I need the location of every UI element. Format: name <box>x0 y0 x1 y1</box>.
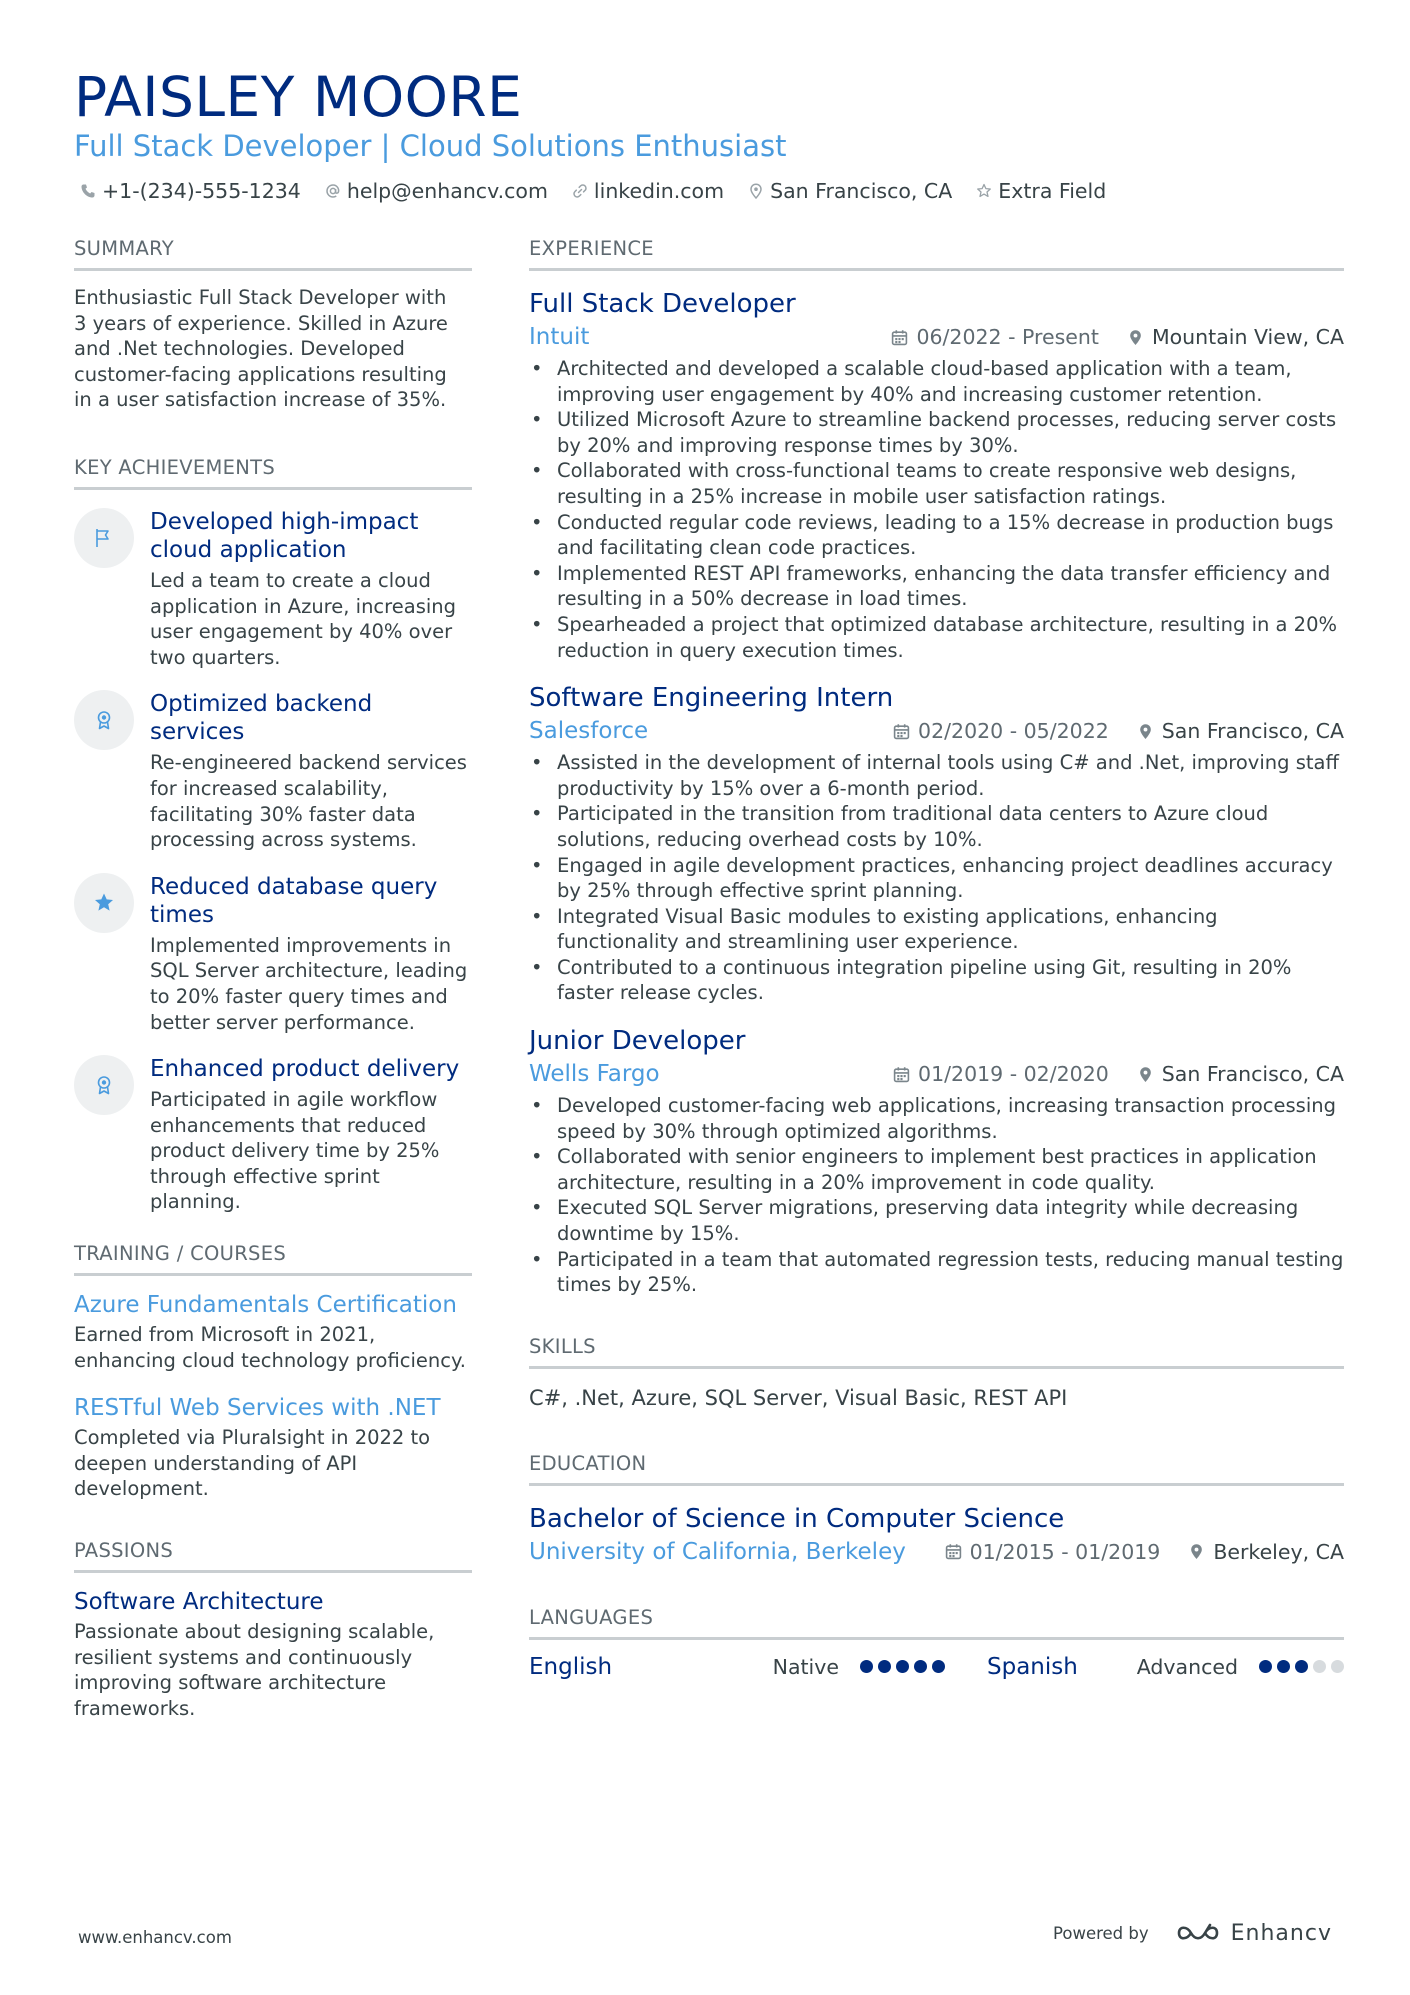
languages-section <box>529 1605 1344 1680</box>
language-rating <box>855 1660 945 1673</box>
star-icon <box>93 892 115 914</box>
rating-dot-filled <box>860 1660 873 1673</box>
achievement-icon-badge <box>74 1055 134 1115</box>
achievements-section <box>74 455 472 1215</box>
achievement-text: Re-engineered backend services for increased scalability, facilitating 30% faster data processing across systems. <box>150 751 467 852</box>
achievement-item <box>74 690 472 852</box>
list-item: • Engaged in agile development practices, enhancing project deadlines accuracy by 25% through effective sprint planning. <box>529 853 1344 904</box>
list-item: • Architected and developed a scalable cloud-based application with a team, improving user engagement by 40% and increasing customer retention. <box>529 356 1344 407</box>
job-location: Mountain View, CA <box>1127 325 1344 349</box>
experience-section <box>529 236 1344 1298</box>
education-dates: 01/2015 - 01/2019 <box>945 1540 1161 1564</box>
location-pin-icon <box>1137 1066 1154 1083</box>
course-title: Azure Fundamentals Certification <box>74 1292 457 1319</box>
location-pin-icon <box>1188 1543 1205 1560</box>
rating-dot-filled <box>914 1660 927 1673</box>
section-title-achievements: KEY ACHIEVEMENTS <box>74 455 472 490</box>
footer-branding <box>1053 1920 1332 1946</box>
rating-dot-filled <box>932 1660 945 1673</box>
language-name: Spanish <box>987 1653 1078 1680</box>
language-item <box>945 1654 1344 1680</box>
section-title-passions: PASSIONS <box>74 1538 472 1573</box>
course-text: Completed via Pluralsight in 2022 to deepen understanding of API development. <box>74 1426 431 1501</box>
candidate-title: Full Stack Developer | Cloud Solutions Enthusiast <box>74 129 787 163</box>
right-column <box>529 236 1344 1680</box>
job-entry <box>529 681 1344 1006</box>
star-outline-icon <box>976 183 992 199</box>
list-item: • Collaborated with cross-functional teams to create responsive web designs, resulting in a 25% increase in mobile user satisfaction ratings. <box>529 458 1344 509</box>
list-item: • Developed customer-facing web applications, increasing transaction processing speed by 30% through optimized algorithms. <box>529 1093 1344 1144</box>
list-item: • Utilized Microsoft Azure to streamline backend processes, reducing server costs by 20% and improving response times by 30%. <box>529 407 1344 458</box>
calendar-icon <box>893 723 910 740</box>
award-icon <box>93 1074 115 1096</box>
achievement-item <box>74 873 472 1035</box>
passion-title: Software Architecture <box>74 1589 324 1616</box>
job-bullets <box>529 750 1344 1006</box>
course-item <box>74 1393 472 1502</box>
job-dates: 02/2020 - 05/2022 <box>893 719 1109 743</box>
language-level: Advanced <box>1136 1654 1238 1679</box>
course-item <box>74 1290 472 1373</box>
list-item: • Participated in a team that automated regression tests, reducing manual testing times by 25%. <box>529 1247 1344 1298</box>
achievement-title: Optimized backend services <box>150 691 373 746</box>
link-icon <box>572 183 588 199</box>
passion-item <box>74 1587 472 1721</box>
company-name: Intuit <box>529 324 590 350</box>
award-icon <box>93 709 115 731</box>
summary-section <box>74 236 472 413</box>
contact-linkedin[interactable]: linkedin.com <box>572 177 724 205</box>
company-name: Wells Fargo <box>529 1061 660 1088</box>
achievement-icon-badge <box>74 690 134 750</box>
list-item: • Assisted in the development of internal tools using C# and .Net, improving staff productivity by 15% over a 6-month period. <box>529 750 1344 801</box>
job-entry <box>529 1024 1344 1298</box>
summary-text: Enthusiastic Full Stack Developer with 3 years of experience. Skilled in Azure and .Net technologies. Developed customer-facing applications resulting in a user satisfaction increase of 35%. <box>74 286 448 412</box>
brand-logo[interactable]: Enhancv <box>1175 1920 1332 1946</box>
job-location: San Francisco, CA <box>1137 719 1344 743</box>
footer-website[interactable]: www.enhancv.com <box>78 1928 232 1947</box>
achievement-text: Implemented improvements in SQL Server architecture, leading to 20% faster query times and better server performance. <box>150 933 468 1034</box>
rating-dot-filled <box>896 1660 909 1673</box>
section-title-skills: SKILLS <box>529 1334 1344 1369</box>
section-title-experience: EXPERIENCE <box>529 236 1344 271</box>
calendar-icon <box>893 1066 910 1083</box>
contact-extra: Extra Field <box>976 177 1106 205</box>
list-item: • Implemented REST API frameworks, enhancing the data transfer efficiency and resulting in a 50% decrease in load times. <box>529 561 1344 612</box>
section-title-training: TRAINING / COURSES <box>74 1241 472 1276</box>
language-item <box>529 1654 945 1680</box>
flag-icon <box>93 527 115 549</box>
list-item: • Participated in the transition from traditional data centers to Azure cloud solutions, reducing overhead costs by 10%. <box>529 801 1344 852</box>
location-pin-icon <box>1137 723 1154 740</box>
language-level: Native <box>772 1654 839 1679</box>
degree-title: Bachelor of Science in Computer Science <box>529 1503 1065 1534</box>
course-title: RESTful Web Services with .NET <box>74 1395 441 1422</box>
section-title-education: EDUCATION <box>529 1451 1344 1486</box>
achievement-text: Participated in agile workflow enhancements that reduced product delivery time by 25% through effective sprint planning. <box>150 1088 440 1214</box>
achievement-icon-badge <box>74 508 134 568</box>
job-title: Full Stack Developer <box>529 289 796 319</box>
passion-text: Passionate about designing scalable, resilient systems and continuously improving software architecture frameworks. <box>74 1620 435 1720</box>
list-item: • Collaborated with senior engineers to implement best practices in application architecture, resulting in a 20% improvement in code quality. <box>529 1144 1344 1195</box>
skills-section <box>529 1334 1344 1413</box>
rating-dot-filled <box>1277 1660 1290 1673</box>
achievement-item <box>74 508 472 670</box>
rating-dot-filled <box>1295 1660 1308 1673</box>
language-rating <box>1254 1660 1344 1673</box>
powered-by-label: Powered by <box>1053 1923 1149 1943</box>
list-item: • Conducted regular code reviews, leading to a 15% decrease in production bugs and facilitating clean code practices. <box>529 510 1344 561</box>
achievement-icon-badge <box>74 873 134 933</box>
contact-email[interactable]: help@enhancv.com <box>325 177 548 205</box>
candidate-name: PAISLEY MOORE <box>74 65 523 129</box>
rating-dot-filled <box>1259 1660 1272 1673</box>
enhancv-logo-icon <box>1175 1920 1221 1946</box>
rating-dot-empty <box>1313 1660 1326 1673</box>
achievement-text: Led a team to create a cloud application in Azure, increasing user engagement by 40% over two quarters. <box>150 568 457 669</box>
job-location: San Francisco, CA <box>1137 1062 1344 1086</box>
job-dates: 01/2019 - 02/2020 <box>893 1062 1109 1086</box>
contact-phone[interactable]: +1-(234)-555-1234 <box>80 177 301 205</box>
job-entry <box>529 287 1344 663</box>
training-section <box>74 1241 472 1502</box>
at-icon <box>325 183 341 199</box>
list-item: • Contributed to a continuous integration pipeline using Git, resulting in 20% faster release cycles. <box>529 955 1344 1006</box>
list-item: • Spearheaded a project that optimized database architecture, resulting in a 20% reduction in query execution times. <box>529 612 1344 663</box>
achievement-title: Enhanced product delivery <box>150 1056 460 1083</box>
contact-bar <box>80 177 1130 205</box>
location-pin-icon <box>1127 329 1144 346</box>
course-text: Earned from Microsoft in 2021, enhancing cloud technology proficiency. <box>74 1323 466 1372</box>
achievement-item <box>74 1055 472 1215</box>
school-name: University of California, Berkeley <box>529 1538 906 1565</box>
left-column <box>74 236 472 1721</box>
achievement-title: Developed high-impact cloud application <box>150 508 419 563</box>
contact-location: San Francisco, CA <box>748 177 952 205</box>
passions-section <box>74 1538 472 1721</box>
rating-dot-filled <box>878 1660 891 1673</box>
achievement-title: Reduced database query times <box>150 873 438 928</box>
skills-list: C#, .Net, Azure, SQL Server, Visual Basic, REST API <box>529 1385 1068 1410</box>
section-title-languages: LANGUAGES <box>529 1605 1344 1640</box>
education-location: Berkeley, CA <box>1188 1540 1344 1564</box>
language-name: English <box>529 1653 613 1680</box>
calendar-icon <box>891 329 908 346</box>
list-item: • Integrated Visual Basic modules to existing applications, enhancing functionality and streamlining user experience. <box>529 904 1344 955</box>
job-title: Software Engineering Intern <box>529 683 894 714</box>
phone-icon <box>80 183 96 199</box>
job-title: Junior Developer <box>529 1026 746 1057</box>
location-pin-icon <box>748 183 764 199</box>
section-title-summary: SUMMARY <box>74 236 472 271</box>
job-dates: 06/2022 - Present <box>891 325 1099 349</box>
rating-dot-empty <box>1331 1660 1344 1673</box>
list-item: • Executed SQL Server migrations, preserving data integrity while decreasing downtime by 15%. <box>529 1195 1344 1246</box>
job-bullets <box>529 356 1344 663</box>
education-section <box>529 1451 1344 1567</box>
job-bullets <box>529 1093 1344 1298</box>
company-name: Salesforce <box>529 718 649 745</box>
calendar-icon <box>945 1543 962 1560</box>
